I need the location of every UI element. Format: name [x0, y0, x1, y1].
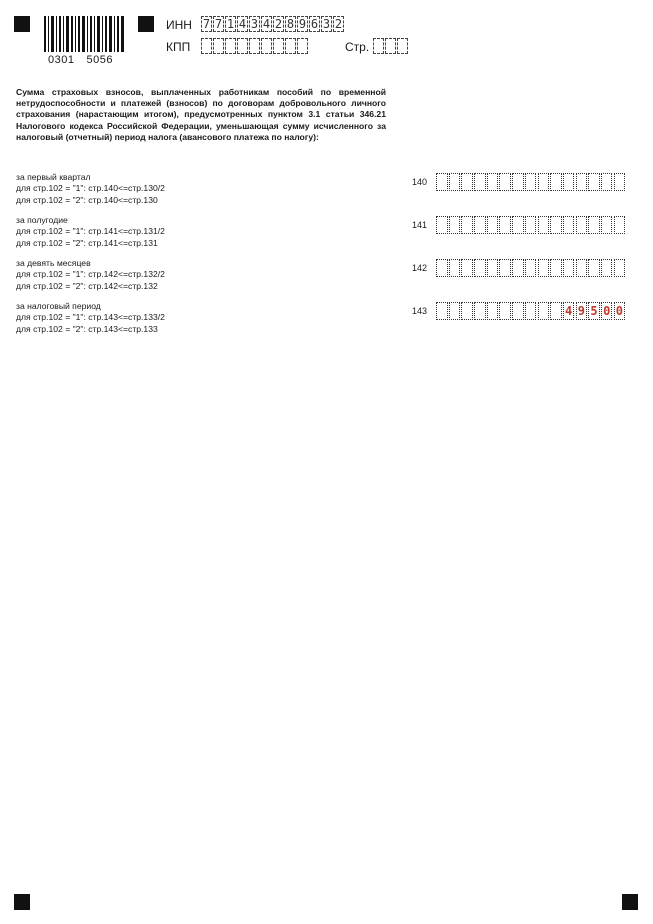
corner-marker-top-left: [14, 16, 30, 32]
value-digit-cell[interactable]: [525, 302, 537, 320]
line-code: 142: [412, 263, 428, 273]
value-digit-cell[interactable]: [487, 216, 499, 234]
line-143-rule2: для стр.102 = "2": стр.143<=стр.133: [16, 323, 158, 334]
value-digit-cell[interactable]: [436, 173, 448, 191]
line-141-value-field[interactable]: [436, 216, 626, 234]
value-digit-cell[interactable]: [436, 302, 448, 320]
kpp-cell[interactable]: [225, 38, 236, 54]
line-142-rule2: для стр.102 = "2": стр.142<=стр.132: [16, 280, 158, 291]
page-number-label: Стр.: [345, 40, 370, 54]
inn-cell[interactable]: 3: [250, 17, 259, 31]
page-number-cell[interactable]: [373, 38, 384, 54]
value-digit-cell[interactable]: [449, 216, 461, 234]
line-code: 143: [412, 306, 428, 316]
line-143-description: [16, 301, 165, 335]
line-141-title: за полугодие: [16, 215, 68, 225]
line-142-description: [16, 258, 165, 292]
kpp-cell[interactable]: [201, 38, 212, 54]
inn-field[interactable]: [201, 16, 345, 32]
value-digit-cell[interactable]: [550, 173, 562, 191]
barcode-number: [48, 54, 113, 66]
value-digit-cell[interactable]: [499, 216, 511, 234]
inn-cell[interactable]: 1: [226, 17, 235, 31]
value-digit-cell[interactable]: 9: [576, 302, 588, 320]
value-digit-cell[interactable]: [487, 302, 499, 320]
inn-cell[interactable]: 7: [202, 17, 211, 31]
value-digit-cell[interactable]: [461, 302, 473, 320]
value-digit-cell[interactable]: [499, 259, 511, 277]
value-digit-cell[interactable]: [550, 216, 562, 234]
line-140-rule1: для стр.102 = "1": стр.140<=стр.130/2: [16, 183, 165, 194]
value-digit-cell[interactable]: 0: [601, 302, 613, 320]
line-142-rule1: для стр.102 = "1": стр.142<=стр.132/2: [16, 269, 165, 280]
value-digit-cell[interactable]: [588, 216, 600, 234]
kpp-cell[interactable]: [249, 38, 260, 54]
page-number-cell[interactable]: [397, 38, 408, 54]
value-digit-cell[interactable]: [614, 173, 626, 191]
value-digit-cell[interactable]: [601, 259, 613, 277]
value-digit-cell[interactable]: [487, 173, 499, 191]
line-142-value-field[interactable]: [436, 259, 626, 277]
value-digit-cell[interactable]: [538, 173, 550, 191]
value-digit-cell[interactable]: [525, 173, 537, 191]
value-digit-cell[interactable]: [512, 173, 524, 191]
value-digit-cell[interactable]: [512, 216, 524, 234]
inn-cell[interactable]: 2: [334, 17, 343, 31]
value-digit-cell[interactable]: [614, 216, 626, 234]
value-digit-cell[interactable]: [576, 216, 588, 234]
value-digit-cell[interactable]: [525, 259, 537, 277]
value-digit-cell[interactable]: [538, 302, 550, 320]
value-digit-cell[interactable]: [576, 259, 588, 277]
corner-marker-bottom-right: [622, 894, 638, 910]
line-140-value-field[interactable]: [436, 173, 626, 191]
value-digit-cell[interactable]: [601, 216, 613, 234]
inn-cell[interactable]: 4: [238, 17, 247, 31]
value-digit-cell[interactable]: [461, 259, 473, 277]
value-digit-cell[interactable]: [436, 259, 448, 277]
inn-cell[interactable]: 3: [322, 17, 331, 31]
inn-cell[interactable]: 6: [310, 17, 319, 31]
value-digit-cell[interactable]: 0: [614, 302, 626, 320]
inn-cell[interactable]: 7: [214, 17, 223, 31]
value-digit-cell[interactable]: [601, 173, 613, 191]
value-digit-cell[interactable]: [499, 173, 511, 191]
page-number-field[interactable]: [373, 38, 409, 54]
value-digit-cell[interactable]: [576, 173, 588, 191]
line-code: 140: [412, 177, 428, 187]
value-digit-cell[interactable]: [538, 216, 550, 234]
kpp-label: КПП: [166, 40, 191, 54]
value-digit-cell[interactable]: [474, 216, 486, 234]
value-digit-cell[interactable]: [563, 259, 575, 277]
value-digit-cell[interactable]: [512, 302, 524, 320]
value-digit-cell[interactable]: [525, 216, 537, 234]
value-digit-cell[interactable]: [474, 259, 486, 277]
inn-cell[interactable]: 9: [298, 17, 307, 31]
value-digit-cell[interactable]: [588, 173, 600, 191]
value-digit-cell[interactable]: [449, 173, 461, 191]
kpp-field[interactable]: [201, 38, 309, 54]
value-digit-cell[interactable]: [588, 259, 600, 277]
value-digit-cell[interactable]: [449, 259, 461, 277]
kpp-cell[interactable]: [273, 38, 284, 54]
value-digit-cell[interactable]: [487, 259, 499, 277]
line-143-title: за налоговый период: [16, 301, 101, 311]
value-digit-cell[interactable]: [550, 259, 562, 277]
section-intro: Сумма страховых взносов, выплаченных работникам пособий по временной нетрудоспособности и платежей (взносов) по договорам добровольного личного страхования (нарастающим итогом), предусмотренных пунктом 3.1 статьи 346.21 Налогового кодекса Российской Федерации, уменьшающая сумму исчисленного за налоговый (отчетный) период налога (авансового платежа по налогу):: [16, 87, 386, 142]
kpp-cell[interactable]: [297, 38, 308, 54]
value-digit-cell[interactable]: [499, 302, 511, 320]
value-digit-cell[interactable]: [449, 302, 461, 320]
value-digit-cell[interactable]: 4: [563, 302, 575, 320]
value-digit-cell[interactable]: [563, 216, 575, 234]
inn-cell[interactable]: 8: [286, 17, 295, 31]
kpp-cell[interactable]: [237, 38, 248, 54]
corner-marker-top-right: [138, 16, 154, 32]
value-digit-cell[interactable]: [563, 173, 575, 191]
line-143-rule1: для стр.102 = "1": стр.143<=стр.133/2: [16, 312, 165, 323]
value-digit-cell[interactable]: [550, 302, 562, 320]
page-number-cell[interactable]: [385, 38, 396, 54]
line-141-rule2: для стр.102 = "2": стр.141<=стр.131: [16, 237, 158, 248]
value-digit-cell[interactable]: [436, 216, 448, 234]
barcode-number-right: 5056: [86, 54, 113, 66]
kpp-cell[interactable]: [285, 38, 296, 54]
value-digit-cell[interactable]: [461, 173, 473, 191]
line-140-rule2: для стр.102 = "2": стр.140<=стр.130: [16, 194, 158, 205]
line-140-description: [16, 172, 165, 206]
line-141-description: [16, 215, 165, 249]
value-digit-cell[interactable]: [512, 259, 524, 277]
value-digit-cell[interactable]: 5: [588, 302, 600, 320]
line-142-title: за девять месяцев: [16, 258, 91, 268]
barcode-icon: [44, 16, 124, 52]
kpp-cell[interactable]: [213, 38, 224, 54]
value-digit-cell[interactable]: [538, 259, 550, 277]
line-code: 141: [412, 220, 428, 230]
corner-marker-bottom-left: [14, 894, 30, 910]
kpp-cell[interactable]: [261, 38, 272, 54]
inn-cell[interactable]: 2: [274, 17, 283, 31]
inn-cell[interactable]: 4: [262, 17, 271, 31]
line-141-rule1: для стр.102 = "1": стр.141<=стр.131/2: [16, 226, 165, 237]
value-digit-cell[interactable]: [614, 259, 626, 277]
barcode-number-left: 0301: [48, 54, 75, 66]
line-143-value-field[interactable]: [436, 302, 626, 320]
value-digit-cell[interactable]: [461, 216, 473, 234]
value-digit-cell[interactable]: [474, 302, 486, 320]
value-digit-cell[interactable]: [474, 173, 486, 191]
line-140-title: за первый квартал: [16, 172, 91, 182]
inn-label: ИНН: [166, 18, 192, 32]
